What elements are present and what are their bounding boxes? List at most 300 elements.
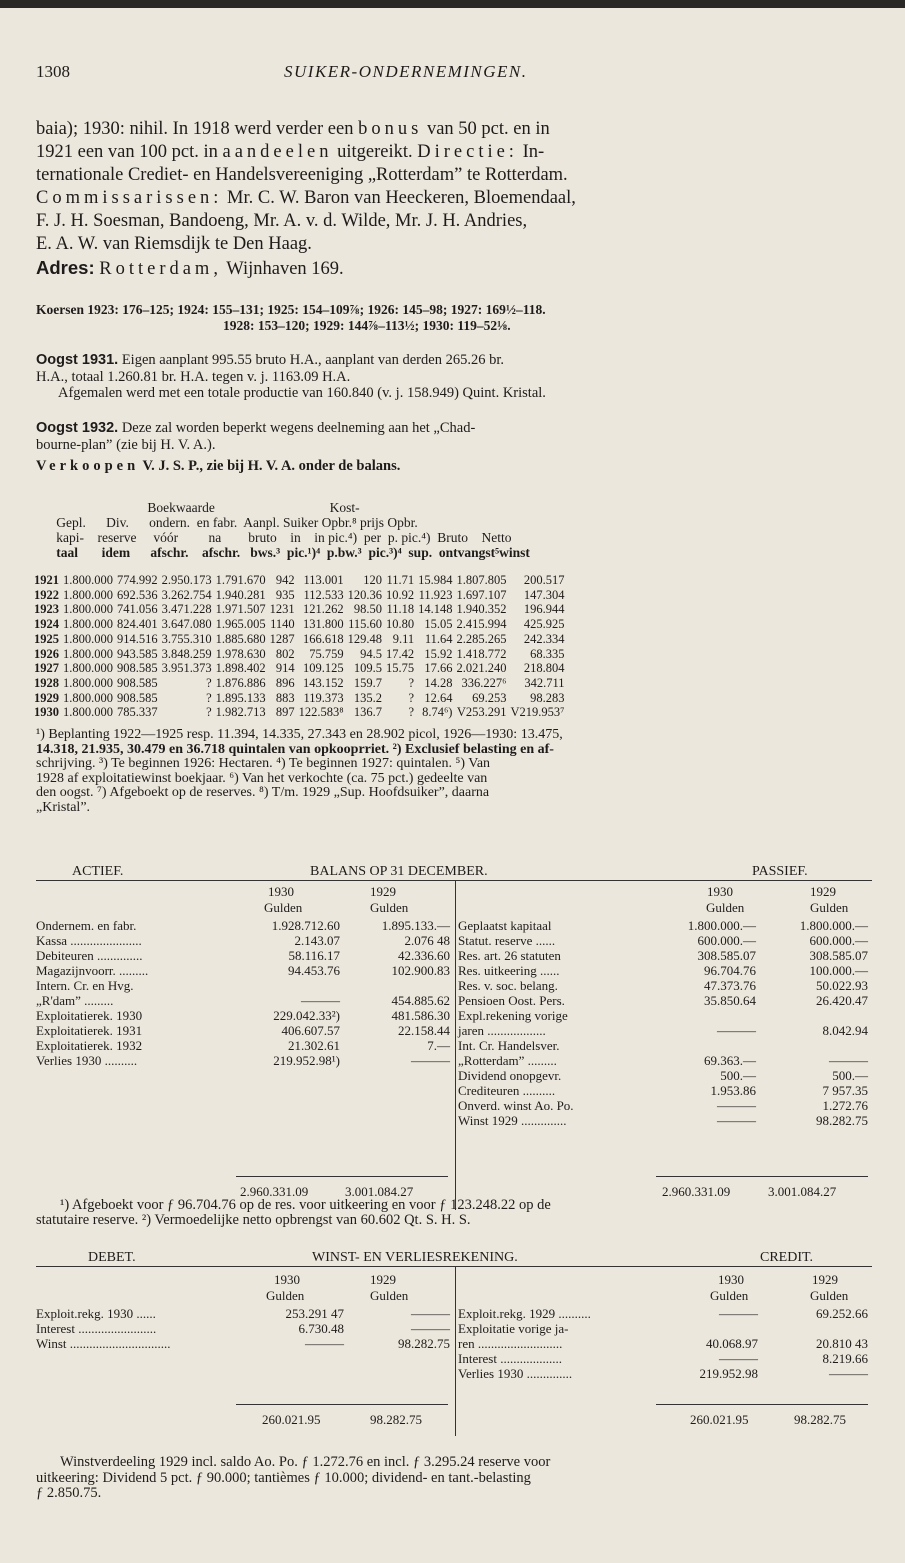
credit-cell: ren .......................... — [458, 1336, 563, 1351]
production-cell: 3.848.259 — [161, 646, 212, 661]
actief-cell: Magazijnvoorr. ......... — [36, 963, 149, 978]
production-cell: 113.001 — [303, 573, 344, 587]
production-row — [34, 705, 565, 720]
production-cell: 3.647.080 — [161, 617, 212, 632]
credit-total-rule — [656, 1404, 868, 1405]
passief-row — [458, 1023, 868, 1038]
actief-total-1929: 3.001.084.27 — [345, 1184, 414, 1199]
actief-currency-1930: Gulden — [264, 900, 303, 915]
actief-cell: 7.— — [427, 1038, 450, 1053]
oogst-1932-label: Oogst 1932. — [36, 420, 119, 436]
debet-cell: ——— — [411, 1321, 450, 1336]
production-cell: 3.471.228 — [161, 602, 212, 617]
winstverdeeling-line: Winstverdeeling 1929 incl. saldo Ao. Po. ƒ 1.272.76 en incl. ƒ 3.295.24 reserve voor — [60, 1454, 551, 1470]
production-cell: 692.536 — [117, 587, 158, 602]
production-cell: 3.951.373 — [161, 661, 212, 676]
production-cell: 908.585 — [117, 690, 158, 705]
debet-cell: ——— — [305, 1336, 344, 1351]
production-cell: 10.92 — [385, 587, 415, 602]
production-cell: 1.895.133 — [215, 690, 266, 705]
actief-table — [36, 918, 450, 1068]
production-cell: 8.74⁶) — [422, 705, 453, 720]
actief-year-1929: 1929 — [370, 884, 396, 899]
footnote-line: 1928 af exploitatiewinst boekjaar. ⁶) Van het verkochte (ca. 75 pct.) gedeelte van — [36, 770, 488, 786]
credit-currency-1929: Gulden — [810, 1288, 849, 1303]
production-table-header — [36, 500, 530, 560]
intro-text: In- — [517, 142, 545, 162]
production-cell: 908.585 — [117, 661, 158, 676]
balance-top-rule — [36, 880, 872, 881]
passief-cell: Res. v. soc. belang. — [458, 978, 558, 993]
production-cell: 196.944 — [523, 602, 565, 617]
passief-cell: 308.585.07 — [697, 948, 756, 963]
production-cell: 218.804 — [523, 661, 565, 676]
production-cell: 1.800.000 — [63, 675, 113, 690]
production-cell: 75.759 — [309, 646, 344, 661]
production-cell: 785.337 — [117, 705, 158, 720]
intro-line: E. A. W. van Riemsdijk te Den Haag. — [36, 234, 312, 254]
production-cell: 11.18 — [386, 602, 415, 617]
production-cell: 1.697.107 — [456, 587, 507, 602]
passief-cell: Onverd. winst Ao. Po. — [458, 1098, 574, 1113]
passief-row — [458, 1068, 868, 1083]
adres-city: Rotterdam, — [99, 259, 222, 279]
production-cell: 1140 — [270, 617, 295, 632]
intro-line: ternationale Crediet- en Handelsvereeniging „Rotterdam” te Rotterdam. — [36, 165, 568, 185]
passief-cell: Geplaatst kapitaal — [458, 918, 552, 933]
production-cell: 1923 — [34, 602, 59, 617]
production-cell: 1.800.000 — [63, 602, 113, 617]
production-cell: 1.965.005 — [215, 617, 266, 632]
koersen-block — [36, 302, 872, 334]
production-cell: 914.516 — [117, 631, 158, 646]
production-cell: ? — [206, 705, 212, 720]
passief-row — [458, 978, 868, 993]
oogst-1931-block — [36, 352, 872, 402]
actief-row — [36, 1008, 450, 1023]
production-cell: 342.711 — [524, 675, 565, 690]
footnote-line: den oogst. ⁷) Afgeboekt op de reserves. ⁸) T/m. 1929 „Sup. Hoofdsuiker”, daarna — [36, 785, 490, 800]
production-cell: 1231 — [269, 602, 295, 617]
passief-table — [458, 918, 868, 1128]
production-cell: 942 — [275, 573, 295, 587]
production-row — [34, 676, 565, 691]
actief-cell: 58.116.17 — [288, 948, 340, 963]
koersen-line: Koersen 1923: 176–125; 1924: 155–131; 1925: 154–109⅞; 1926: 145–98; 1927: 169½–118. — [36, 302, 546, 317]
top-scan-border — [0, 0, 905, 8]
credit-table — [458, 1306, 868, 1381]
production-cell: 15.05 — [424, 617, 453, 632]
passief-cell: Crediteuren .......... — [458, 1083, 556, 1098]
production-cell: 2.285.265 — [456, 631, 507, 646]
production-row — [34, 691, 565, 706]
production-cell: 1930 — [34, 705, 59, 720]
passief-cell: 8.042.94 — [822, 1023, 868, 1038]
intro-line: F. J. H. Soesman, Bandoeng, Mr. A. v. d. Wilde, Mr. J. H. Andries, — [36, 211, 528, 231]
credit-row — [458, 1306, 868, 1321]
actief-cell: 1.928.712.60 — [271, 918, 340, 933]
debet-cell: Interest ........................ — [36, 1321, 157, 1336]
production-cell: 1.791.670 — [215, 573, 266, 587]
production-cell: 896 — [275, 675, 295, 690]
footnote-line: 14.318, 21.935, 30.479 en 36.718 quintalen van opkooprriet. ²) Exclusief belasting en af- — [36, 741, 554, 757]
production-cell: 1.876.886 — [215, 675, 266, 690]
production-cell: 120 — [363, 573, 382, 587]
passief-cell: ——— — [717, 1098, 756, 1113]
actief-cell: Exploitatierek. 1930 — [36, 1008, 143, 1023]
passief-cell: 1.800.000.— — [799, 918, 868, 933]
passief-cell: jaren .................. — [458, 1023, 546, 1038]
balance-footnotes — [36, 1198, 876, 1228]
production-cell: 1.978.630 — [215, 646, 266, 661]
actief-row — [36, 993, 450, 1008]
production-cell: 120.36 — [347, 587, 382, 602]
production-cell: 11.71 — [386, 573, 415, 587]
production-cell: 166.618 — [302, 631, 344, 646]
passief-cell: ——— — [717, 1113, 756, 1128]
verkoopen-line — [36, 458, 872, 475]
production-cell: 12.64 — [424, 690, 453, 705]
production-cell: 15.984 — [418, 573, 453, 587]
production-cell: 15.75 — [385, 661, 415, 676]
actief-cell: 219.952.98¹) — [273, 1053, 340, 1068]
credit-cell: 69.252.66 — [816, 1306, 868, 1321]
actief-cell: 229.042.33²) — [273, 1008, 340, 1023]
credit-total-1930: 260.021.95 — [690, 1412, 749, 1427]
production-cell: 824.401 — [117, 617, 158, 632]
footnote-line: ¹) Beplanting 1922—1925 resp. 11.394, 14.335, 27.343 en 28.902 picol, 1926—1930: 13.475, — [36, 727, 563, 742]
production-cell: ? — [408, 675, 415, 690]
passief-total-1930: 2.960.331.09 — [662, 1184, 731, 1199]
passief-cell: 98.282.75 — [816, 1113, 868, 1128]
passief-year-1930: 1930 — [707, 884, 733, 899]
passief-cell — [756, 1008, 868, 1023]
passief-cell — [756, 1038, 868, 1053]
passief-row — [458, 1083, 868, 1098]
passief-cell: 69.363.— — [704, 1053, 756, 1068]
credit-year-1929: 1929 — [812, 1272, 838, 1287]
production-cell: 11.923 — [418, 587, 453, 602]
passief-label: PASSIEF. — [752, 864, 808, 879]
actief-cell: 22.158.44 — [398, 1023, 450, 1038]
production-cell: 2.021.240 — [456, 661, 507, 676]
production-cell: 131.800 — [302, 617, 344, 632]
debet-row — [36, 1306, 450, 1321]
production-cell: 121.262 — [302, 602, 344, 617]
oogst-text: Deze zal worden beperkt wegens deelneming aan het „Chad- — [118, 420, 476, 436]
debet-total-1930: 260.021.95 — [262, 1412, 321, 1427]
debet-table — [36, 1306, 450, 1351]
production-cell: 1.800.000 — [63, 690, 113, 705]
production-cell: 1287 — [269, 631, 295, 646]
intro-text: baia); 1930: nihil. In 1918 werd verder een — [36, 119, 359, 139]
adres-street: Wijnhaven 169. — [221, 259, 344, 279]
credit-cell: 40.068.97 — [706, 1336, 758, 1351]
production-cell: 883 — [275, 690, 295, 705]
actief-row — [36, 948, 450, 963]
production-cell: 135.2 — [353, 690, 382, 705]
production-cell: 14.148 — [418, 602, 453, 617]
intro-text: Mr. C. W. Baron van Heeckeren, Bloemendaal, — [222, 188, 576, 208]
passief-cell: 1.953.86 — [710, 1083, 756, 1098]
passief-cell: „Rotterdam” ......... — [458, 1053, 557, 1068]
production-cell: 1.940.352 — [456, 602, 507, 617]
actief-cell — [340, 978, 450, 993]
oogst-1932-block — [36, 420, 872, 453]
intro-paragraph — [36, 118, 872, 281]
wv-divider — [455, 1266, 456, 1436]
production-cell: 112.533 — [303, 587, 344, 602]
production-cell: 69.253 — [472, 690, 507, 705]
credit-total-1929: 98.282.75 — [794, 1412, 846, 1427]
actief-cell: Exploitatierek. 1932 — [36, 1038, 143, 1053]
passief-cell: 500.— — [832, 1068, 868, 1083]
production-cell: 774.992 — [117, 573, 158, 587]
credit-cell: Verlies 1930 .............. — [458, 1366, 573, 1381]
passief-row — [458, 1038, 868, 1053]
passief-cell: Winst 1929 .............. — [458, 1113, 567, 1128]
footnote-line: „Kristal”. — [36, 799, 91, 815]
production-cell: 68.335 — [530, 646, 565, 661]
production-cell: 1.800.000 — [63, 661, 113, 676]
actief-total-rule — [236, 1176, 448, 1177]
oogst-line: bourne-plan” (zie bij H. V. A.). — [36, 436, 216, 453]
production-cell: 1925 — [34, 631, 59, 646]
production-cell: 129.48 — [347, 631, 382, 646]
production-cell: 1921 — [34, 573, 59, 587]
oogst-line: Afgemalen werd met een totale productie van 160.840 (v. j. 158.949) Quint. Kristal. — [58, 385, 546, 401]
directie-label: Directie: — [417, 142, 518, 162]
adres-label: Adres: — [36, 257, 95, 278]
debet-cell: 6.730.48 — [298, 1321, 344, 1336]
oogst-line: H.A., totaal 1.260.81 br. H.A. tegen v. j. 1163.09 H.A. — [36, 368, 351, 385]
passief-cell: 96.704.76 — [704, 963, 756, 978]
credit-cell: ——— — [719, 1351, 758, 1366]
production-cell: 2.950.173 — [161, 573, 212, 587]
production-row — [34, 617, 565, 632]
actief-cell: 1.895.133.— — [381, 918, 450, 933]
passief-cell: Dividend onopgevr. — [458, 1068, 562, 1083]
intro-text: van 50 pct. en in — [422, 119, 550, 139]
credit-row — [458, 1366, 868, 1381]
debet-cell: Winst ............................... — [36, 1336, 171, 1351]
actief-cell: 42.336.60 — [398, 948, 450, 963]
production-cell: 17.42 — [385, 646, 415, 661]
passief-row — [458, 993, 868, 1008]
actief-cell: Ondernem. en fabr. — [36, 918, 137, 933]
passief-cell: Res. art. 26 statuten — [458, 948, 561, 963]
passief-row — [458, 1053, 868, 1068]
actief-row — [36, 933, 450, 948]
credit-cell: ——— — [719, 1306, 758, 1321]
production-cell: 1.885.680 — [215, 631, 266, 646]
actief-cell: Exploitatierek. 1931 — [36, 1023, 143, 1038]
actief-cell: Intern. Cr. en Hvg. — [36, 978, 134, 993]
running-title: SUIKER-ONDERNEMINGEN. — [284, 62, 528, 81]
passief-cell: 1.272.76 — [822, 1098, 868, 1113]
actief-cell: 454.885.62 — [391, 993, 450, 1008]
production-cell: 1924 — [34, 617, 59, 632]
winstverdeeling-block — [36, 1455, 876, 1502]
passief-cell: Statut. reserve ...... — [458, 933, 556, 948]
intro-text: uitgereikt. — [332, 142, 418, 162]
production-row — [34, 602, 565, 617]
passief-currency-1929: Gulden — [810, 900, 849, 915]
actief-label: ACTIEF. — [72, 864, 124, 879]
debet-label: DEBET. — [88, 1250, 136, 1265]
actief-row — [36, 918, 450, 933]
production-cell: ? — [408, 690, 415, 705]
actief-cell: 481.586.30 — [391, 1008, 450, 1023]
production-cell: 98.283 — [530, 690, 565, 705]
credit-cell: Exploitatie vorige ja- — [458, 1321, 569, 1336]
bonus-word: bonus — [358, 119, 423, 139]
passief-total-1929: 3.001.084.27 — [768, 1184, 837, 1199]
production-cell: 115.60 — [348, 617, 382, 632]
production-cell: 1.800.000 — [63, 705, 113, 720]
actief-cell: 21.302.61 — [288, 1038, 340, 1053]
production-cell: 1.800.000 — [63, 573, 113, 587]
production-cell: 200.517 — [523, 573, 565, 587]
passief-row — [458, 933, 868, 948]
passief-cell: 26.420.47 — [816, 993, 868, 1008]
production-cell: 15.92 — [424, 646, 453, 661]
production-cell: 1.418.772 — [456, 646, 507, 661]
credit-cell — [758, 1321, 868, 1336]
actief-cell: Kassa ...................... — [36, 933, 142, 948]
debet-cell: ——— — [411, 1306, 450, 1321]
passief-row — [458, 1008, 868, 1023]
passief-cell: 308.585.07 — [809, 948, 868, 963]
debet-row — [36, 1336, 450, 1351]
oogst-text: Eigen aanplant 995.55 bruto H.A., aanplant van derden 265.26 br. — [118, 352, 504, 368]
production-footnotes — [36, 728, 876, 815]
passief-row — [458, 1098, 868, 1113]
passief-row — [458, 948, 868, 963]
production-cell: 943.585 — [117, 646, 158, 661]
production-row — [34, 661, 565, 676]
aandeelen-word: aandeelen — [222, 142, 333, 162]
winstverdeeling-line: uitkeering: Dividend 5 pct. ƒ 90.000; tantièmes ƒ 10.000; dividend- en tant.-belasting — [36, 1469, 531, 1486]
production-cell: 1922 — [34, 587, 59, 602]
production-cell: 2.415.994 — [456, 617, 507, 632]
passief-cell: 500.— — [720, 1068, 756, 1083]
actief-cell: „R'dam” ......... — [36, 993, 114, 1008]
production-cell: 9.11 — [392, 631, 415, 646]
passief-cell: 7 957.35 — [822, 1083, 868, 1098]
debet-total-1929: 98.282.75 — [370, 1412, 422, 1427]
verkoopen-text: V. J. S. P., zie bij H. V. A. onder de balans. — [139, 458, 401, 474]
passief-cell: 600.000.— — [697, 933, 756, 948]
credit-cell — [640, 1321, 758, 1336]
passief-cell: ——— — [717, 1023, 756, 1038]
production-row — [34, 647, 565, 662]
production-cell: 1.800.000 — [63, 617, 113, 632]
intro-text: 1921 een van 100 pct. in — [36, 142, 223, 162]
production-cell: 14.28 — [424, 675, 453, 690]
passief-cell: Pensioen Oost. Pers. — [458, 993, 565, 1008]
production-row — [34, 588, 565, 603]
production-cell: 143.152 — [302, 675, 344, 690]
production-cell: 336.227⁶ — [461, 675, 507, 690]
actief-cell: Verlies 1930 .......... — [36, 1053, 138, 1068]
passief-cell: 100.000.— — [809, 963, 868, 978]
production-cell: 159.7 — [353, 675, 382, 690]
balance-divider — [455, 880, 456, 1210]
credit-currency-1930: Gulden — [710, 1288, 749, 1303]
debet-year-1930: 1930 — [274, 1272, 300, 1287]
production-cell: 1.940.281 — [215, 587, 266, 602]
actief-row — [36, 1023, 450, 1038]
passief-cell — [634, 1038, 756, 1053]
production-cell: 741.056 — [117, 602, 158, 617]
production-cell: ? — [206, 690, 212, 705]
wv-top-rule — [36, 1266, 872, 1267]
passief-cell: 600.000.— — [809, 933, 868, 948]
credit-cell: Exploit.rekg. 1929 .......... — [458, 1306, 591, 1321]
actief-row — [36, 963, 450, 978]
production-cell: 914 — [275, 661, 295, 676]
debet-year-1929: 1929 — [370, 1272, 396, 1287]
footnote-line: statutaire reserve. ²) Vermoedelijke netto opbrengst van 60.602 Qt. S. H. S. — [36, 1212, 471, 1228]
passief-total-rule — [656, 1176, 868, 1177]
debet-cell: 98.282.75 — [398, 1336, 450, 1351]
actief-cell: 2.076 48 — [404, 933, 450, 948]
passief-row — [458, 1113, 868, 1128]
page-number: 1308 — [36, 62, 70, 81]
production-cell: V253.291 — [456, 705, 507, 720]
production-cell: 109.5 — [353, 661, 382, 676]
debet-cell: 253.291 47 — [285, 1306, 344, 1321]
production-cell: 1927 — [34, 661, 59, 676]
credit-year-1930: 1930 — [718, 1272, 744, 1287]
production-cell: 1.898.402 — [215, 661, 266, 676]
wv-title: WINST- EN VERLIESREKENING. — [312, 1250, 518, 1265]
production-cell: 119.373 — [303, 690, 344, 705]
credit-cell: 8.219.66 — [822, 1351, 868, 1366]
production-cell: 109.125 — [302, 661, 344, 676]
actief-cell: 2.143.07 — [294, 933, 340, 948]
passief-cell — [634, 1008, 756, 1023]
actief-total-1930: 2.960.331.09 — [240, 1184, 309, 1199]
credit-cell: 219.952.98 — [699, 1366, 758, 1381]
balance-title: BALANS OP 31 DECEMBER. — [310, 864, 488, 879]
actief-currency-1929: Gulden — [370, 900, 409, 915]
production-cell: 1.800.000 — [63, 646, 113, 661]
credit-cell: 20.810 43 — [816, 1336, 868, 1351]
production-cell: V219.953⁷ — [510, 705, 565, 720]
production-cell: 3.262.754 — [161, 587, 212, 602]
passief-year-1929: 1929 — [810, 884, 836, 899]
passief-currency-1930: Gulden — [706, 900, 745, 915]
footnote-line: schrijving. ³) Te beginnen 1926: Hectaren. ⁴) Te beginnen 1927: quintalen. ⁵) Van — [36, 756, 491, 771]
passief-row — [458, 918, 868, 933]
koersen-line: 1928: 153–120; 1929: 144⅞–113½; 1930: 119–52⅛. — [223, 318, 511, 333]
passief-cell: ——— — [829, 1053, 868, 1068]
actief-cell: 406.607.57 — [281, 1023, 340, 1038]
actief-row — [36, 1053, 450, 1068]
actief-cell: ——— — [301, 993, 340, 1008]
actief-row — [36, 1038, 450, 1053]
debet-currency-1930: Gulden — [266, 1288, 305, 1303]
production-cell: 908.585 — [117, 675, 158, 690]
production-cell: 897 — [275, 705, 295, 720]
credit-cell: ——— — [829, 1366, 868, 1381]
production-cell: 1926 — [34, 646, 59, 661]
production-cell: 802 — [275, 646, 295, 661]
production-cell: 1.800.000 — [63, 587, 113, 602]
production-cell: 147.304 — [523, 587, 565, 602]
